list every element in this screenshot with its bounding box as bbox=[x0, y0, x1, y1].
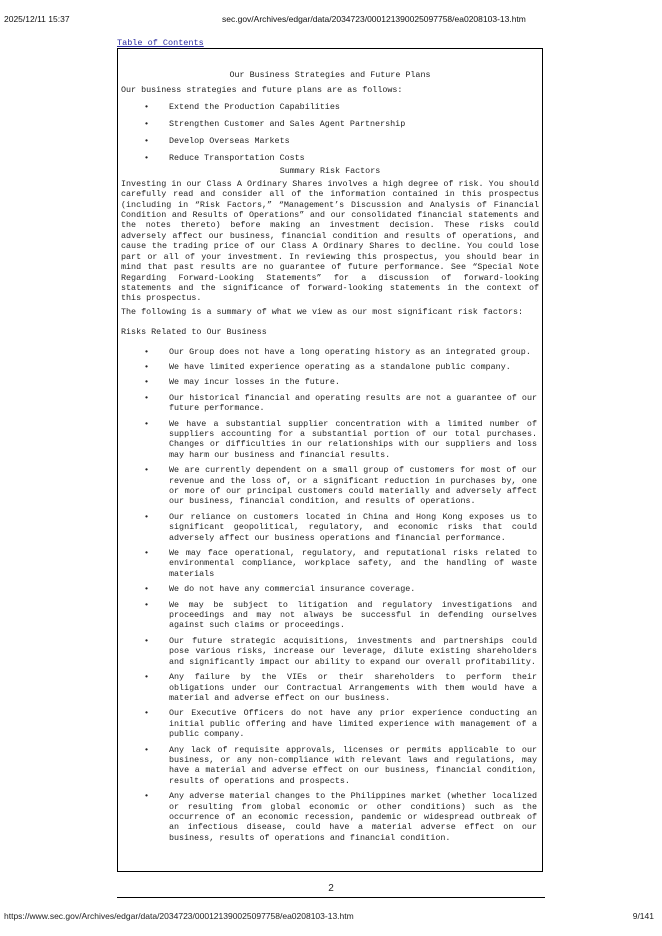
content-box bbox=[117, 48, 543, 872]
list-item: • Strengthen Customer and Sales Agent Partnership bbox=[121, 119, 539, 129]
list-item: • We do not have any commercial insurance coverage. bbox=[121, 584, 539, 594]
strategies-intro: Our business strategies and future plans are as follows: bbox=[121, 85, 403, 96]
list-item: • Any failure by the VIEs or their shareholders to perform their obligations under our Contractual Arrangements with them would have a material and adverse effect on our business. bbox=[121, 672, 539, 703]
list-item: • Our future strategic acquisitions, investments and partnerships could pose various risks, increase our leverage, dilute existing shareholders and significantly impact our ability to expand our overall profitability. bbox=[121, 636, 539, 667]
print-title: sec.gov/Archives/edgar/data/2034723/000121390025097758/ea0208103-13.htm bbox=[222, 14, 526, 24]
summary-heading: Summary Risk Factors bbox=[279, 166, 381, 177]
strategies-list bbox=[121, 102, 539, 163]
list-item: • We may be subject to litigation and regulatory investigations and proceedings and may not always be successful in defending ourselves against such claims or proceedings. bbox=[121, 600, 539, 631]
list-item: • We are currently dependent on a small group of customers for most of our revenue and the loss of, or a significant reduction in purchases by, one or more of our principal customers could materially and adversely affect our business, financial condition, and results of operations. bbox=[121, 465, 539, 507]
list-item: • Reduce Transportation Costs bbox=[121, 153, 539, 163]
list-item: • Extend the Production Capabilities bbox=[121, 102, 539, 112]
business-risks-list bbox=[121, 347, 539, 844]
print-page-count: 9/141 bbox=[632, 911, 654, 921]
page-number: 2 bbox=[328, 883, 334, 894]
print-url: https://www.sec.gov/Archives/edgar/data/2034723/000121390025097758/ea0208103-13.htm bbox=[4, 911, 354, 921]
list-item: • Our reliance on customers located in China and Hong Kong exposes us to significant geopolitical, regulatory, and economic risks that could adversely affect our business operations and financial performance. bbox=[121, 512, 539, 543]
list-item: • We may face operational, regulatory, and reputational risks related to environmental compliance, workplace safety, and the handling of waste materials bbox=[121, 548, 539, 579]
list-item: • Develop Overseas Markets bbox=[121, 136, 539, 146]
list-item: • Any adverse material changes to the Philippines market (whether localized or resulting from global economic or other conditions) such as the occurrence of an economic recession, pandemic or widespread outbreak of an infectious disease, could have a material adverse effect on our business, results of operations and financial condition. bbox=[121, 791, 539, 843]
list-item: • Our historical financial and operating results are not a guarantee of our future performance. bbox=[121, 393, 539, 414]
table-of-contents-link[interactable]: Table of Contents bbox=[117, 38, 204, 48]
business-risks-heading: Risks Related to Our Business bbox=[121, 327, 267, 338]
strategies-heading: Our Business Strategies and Future Plans bbox=[229, 70, 431, 80]
summary-paragraph: Investing in our Class A Ordinary Shares involves a high degree of risk. You should carefully read and consider all of the information contained in this prospectus (including in “Risk Factors,” “Management’s Discussion and Analysis of Financial Condition and Results of Operations” and our consolidated financial statements and the notes thereto) before making an investment decision. These risks could adversely affect our business, financial condition and results of operations, and cause the trading price of our Class A Ordinary Shares to decline. You could lose part or all of your investment. In reviewing this prospectus, you should bear in mind that past results are no guarantee of future performance. See “Special Note Regarding Forward-Looking Statements” for a discussion of forward-looking statements and the significance of forward-looking statements in the context of this prospectus. bbox=[121, 178, 539, 304]
list-item: • Our Group does not have a long operating history as an integrated group. bbox=[121, 347, 539, 357]
footer-divider bbox=[117, 897, 545, 898]
summary-following: The following is a summary of what we view as our most significant risk factors: bbox=[121, 306, 524, 317]
list-item: • We may incur losses in the future. bbox=[121, 377, 539, 387]
list-item: • We have a substantial supplier concentration with a limited number of suppliers accounting for a substantial portion of our total purchases. Changes or difficulties in our relationships with our suppliers and loss may harm our business and financial results. bbox=[121, 419, 539, 461]
list-item: • Our Executive Officers do not have any prior experience conducting an initial public offering and have limited experience with management of a public company. bbox=[121, 708, 539, 739]
list-item: • Any lack of requisite approvals, licenses or permits applicable to our business, or any non-compliance with relevant laws and regulations, may have a material and adverse effect on our business, financial condition, results of operations and prospects. bbox=[121, 745, 539, 787]
print-datetime: 2025/12/11 15:37 bbox=[4, 14, 70, 24]
list-item: • We have limited experience operating as a standalone public company. bbox=[121, 362, 539, 372]
